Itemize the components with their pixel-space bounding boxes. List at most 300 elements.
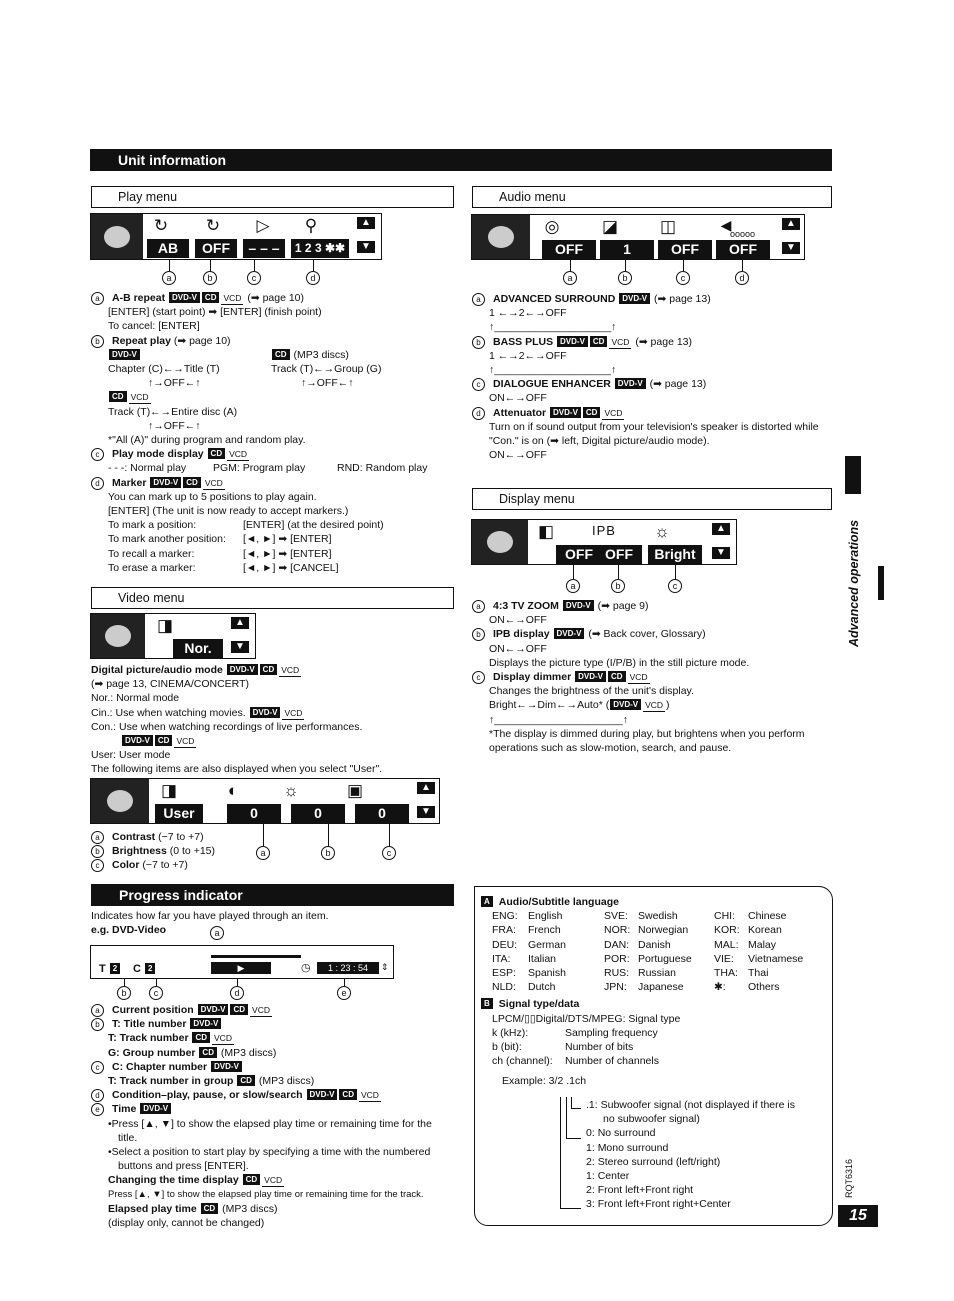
text-line: ↑____________________↑: [489, 364, 617, 377]
language-name: Dutch: [528, 981, 556, 994]
text-line: 1: Center: [586, 1170, 630, 1183]
disc-type-badge: VCD: [645, 700, 664, 711]
progress-text: [91, 1003, 456, 1230]
language-name: Korean: [748, 924, 782, 937]
disc-icon: [91, 614, 145, 658]
text-line: Bright←→Dim←→Auto* ( DVD-V VCD ): [489, 699, 670, 712]
text-line: ↑→OFF←↑: [148, 419, 201, 432]
text-line: Track (T)←→Entire disc (A): [108, 405, 238, 418]
language-name: English: [528, 910, 563, 923]
text-line: a Contrast (−7 to +7): [91, 830, 291, 844]
text-line: Con.: Use when watching recordings of live performances.: [91, 720, 363, 733]
text-line: buttons and press [ENTER].: [118, 1160, 249, 1173]
osd-brightness: 0: [291, 804, 345, 823]
language-name: Chinese: [748, 910, 787, 923]
disc-type-badge: DVD-V: [563, 600, 594, 611]
language-name: Danish: [638, 938, 671, 951]
text-line: Changing the time display CD VCD: [108, 1174, 283, 1187]
text-line: 2: Stereo surround (left/right): [586, 1155, 721, 1168]
text-line: DVD-V CD (MP3 discs): [91, 348, 451, 362]
text-line: T: Track number in group CD (MP3 discs): [108, 1075, 315, 1088]
language-code: KOR:: [714, 924, 740, 937]
text-line: To cancel: [ENTER]: [108, 320, 200, 333]
dimmer-icon: ☼: [654, 522, 670, 541]
text-line: Example: 3/2 .1ch: [502, 1075, 587, 1088]
text-line: - - -: Normal play PGM: Program play RND: Random play: [108, 462, 428, 475]
callout-label: b: [472, 628, 485, 641]
bass-icon: ◪: [601, 217, 619, 236]
section-title: Play menu: [118, 190, 178, 204]
disc-type-badge: B: [481, 998, 493, 1009]
language-name: Portuguese: [638, 952, 692, 965]
color-icon: ▣: [346, 781, 364, 800]
callout-label: a: [91, 1004, 104, 1017]
text-line: [ENTER] (The unit is now ready to accept markers.): [108, 505, 349, 518]
disc-type-badge: DVD-V: [250, 707, 281, 718]
text-line: You can mark up to 5 positions to play again.: [108, 490, 317, 503]
language-code: NLD:: [492, 981, 516, 994]
play-menu-osd: [90, 213, 382, 260]
disc-type-badge: VCD: [176, 736, 195, 747]
text-line: Cin.: Use when watching movies. DVD-V VCD: [91, 706, 303, 719]
disc-icon: [472, 520, 528, 564]
arrow-up-icon: ▲: [231, 617, 249, 629]
language-list: [480, 895, 830, 1089]
disc-type-badge: DVD-V: [554, 628, 585, 639]
signal-breakdown: [586, 1098, 830, 1212]
callout-c: c: [676, 271, 690, 285]
language-name: Malay: [748, 938, 777, 951]
disc-type-badge: DVD-V: [575, 671, 606, 682]
language-code: DEU:: [492, 938, 518, 951]
text-line: c C: Chapter number DVD-V: [91, 1060, 456, 1074]
play-mode-icon: ▷: [256, 216, 270, 235]
text-line: c Display dimmer DVD-V CD VCD: [472, 670, 837, 684]
text-line: c Color (−7 to +7): [91, 858, 291, 872]
language-code: MAL:: [714, 938, 739, 951]
ipb-display-icon: IPB: [592, 523, 616, 538]
osd-repeat: OFF: [195, 239, 237, 258]
text-line: Chapter (C)←→Title (T) Track (T)←→Group (G): [108, 363, 382, 376]
language-name: Vietnamese: [748, 952, 804, 965]
language-name: German: [528, 938, 566, 951]
disc-type-badge: VCD: [229, 449, 248, 460]
text-line: *The display is dimmed during play, but brightens when you perform: [489, 727, 805, 740]
text-line: e.g. DVD-Video: [91, 924, 167, 937]
disc-type-badge: DVD-V: [550, 407, 581, 418]
display-menu-text: [472, 599, 837, 755]
disc-icon: [91, 214, 143, 259]
disc-type-badge: CD: [199, 1047, 217, 1058]
video-menu-header: [91, 587, 454, 609]
callout-a: a: [162, 271, 176, 285]
text-line: ch (channel): Number of channels: [492, 1055, 659, 1068]
arrow-down-icon: ▼: [231, 641, 249, 653]
callout-label: b: [91, 1018, 104, 1031]
chapter-indicator: C 2: [133, 962, 156, 976]
disc-type-badge: DVD-V: [122, 735, 153, 746]
disc-type-badge: CD: [202, 292, 220, 303]
display-menu-osd: [471, 519, 737, 565]
disc-type-badge: 2: [110, 963, 120, 974]
arrow-up-icon: ▲: [712, 523, 730, 535]
text-line: a Current position DVD-V CD VCD: [91, 1003, 456, 1017]
text-line: c Play mode display CD VCD: [91, 447, 451, 461]
callout-label: b: [472, 336, 485, 349]
disc-type-badge: VCD: [130, 392, 149, 403]
progress-intro: [91, 909, 451, 937]
text-line: 2: Front left+Front right: [586, 1184, 694, 1197]
callout-e: e: [337, 986, 351, 1000]
text-line: a A-B repeat DVD-V CD VCD (➡ page 10): [91, 291, 451, 305]
text-line: b Repeat play (➡ page 10): [91, 334, 451, 348]
disc-type-badge: DVD-V: [150, 477, 181, 488]
disc-type-badge: CD: [201, 1203, 219, 1214]
text-line: 0: No surround: [586, 1127, 656, 1140]
surround-icon: ◎: [544, 217, 560, 236]
text-line: G: Group number CD (MP3 discs): [108, 1046, 277, 1059]
section-title: Display menu: [499, 492, 575, 506]
callout-b: b: [203, 271, 217, 285]
osd-play-mode: – – –: [243, 239, 285, 258]
text-line: .1: Subwoofer signal (not displayed if there is: [586, 1099, 795, 1111]
callout-b: b: [618, 271, 632, 285]
text-line: To erase a marker: [◄, ►] ➡ [CANCEL]: [108, 561, 339, 574]
text-line: [ENTER] (start point) ➡ [ENTER] (finish point): [108, 306, 322, 319]
text-line: Changes the brightness of the unit's display.: [489, 685, 694, 698]
play-condition-icon: ▶: [211, 962, 271, 974]
progress-indicator-banner: [91, 884, 454, 906]
text-line: c DIALOGUE ENHANCER DVD-V (➡ page 13): [472, 377, 832, 391]
section-title: Audio menu: [499, 190, 566, 204]
osd-ab: AB: [147, 239, 189, 258]
text-line: [91, 390, 451, 404]
disc-type-badge: DVD-V: [610, 699, 641, 710]
callout-d: d: [735, 271, 749, 285]
repeat-icon: ↻: [205, 216, 221, 235]
text-line: b Brightness (0 to +15): [91, 844, 291, 858]
osd-ipb: OFF: [596, 545, 642, 564]
osd-dimmer: Bright: [648, 545, 702, 564]
language-name: Thai: [748, 967, 769, 980]
attenuator-icon: ◀: [720, 217, 732, 233]
display-menu-header: [472, 488, 832, 510]
section-title: Video menu: [118, 591, 185, 605]
ab-repeat-icon: ↻: [153, 216, 169, 235]
video-user-text: [91, 830, 291, 873]
callout-c: c: [668, 579, 682, 593]
attenuator-level: ooooo: [730, 229, 756, 239]
text-line: A Audio/Subtitle language: [480, 895, 830, 909]
language-name: Russian: [638, 967, 676, 980]
disc-type-badge: 2: [145, 963, 155, 974]
language-row: [492, 966, 818, 980]
disc-type-badge: DVD-V: [140, 1103, 171, 1114]
callout-label: c: [472, 671, 485, 684]
callout-b: b: [611, 579, 625, 593]
callout-d: d: [230, 986, 244, 1000]
callout-label: b: [91, 335, 104, 348]
audio-menu-osd: [471, 214, 805, 260]
disc-type-badge: VCD: [214, 1033, 232, 1044]
disc-type-badge: CD: [230, 1004, 248, 1015]
banner-title: Unit information: [118, 152, 227, 168]
arrow-down-icon: ▼: [357, 241, 375, 253]
disc-type-badge: VCD: [360, 1090, 379, 1101]
disc-type-badge: DVD-V: [169, 292, 200, 303]
disc-type-badge: A: [481, 896, 493, 907]
language-code: CHI:: [714, 910, 735, 923]
text-line: (➡ page 13, CINEMA/CONCERT): [91, 678, 249, 691]
section-tab-bar: [878, 566, 884, 600]
callout-label: d: [91, 1089, 104, 1102]
text-line: 3: Front left+Front right+Center: [586, 1198, 731, 1211]
language-code: ✱:: [714, 981, 726, 994]
text-line: title.: [118, 1131, 138, 1144]
disc-type-badge: DVD-V: [307, 1089, 338, 1100]
disc-type-badge: DVD-V: [227, 664, 258, 675]
text-line: a 4:3 TV ZOOM DVD-V (➡ page 9): [472, 599, 837, 613]
clock-icon: ◷: [301, 962, 311, 974]
text-line: d Condition–play, pause, or slow/search DVD-V CD VCD: [91, 1088, 456, 1102]
osd-marker: 1 2 3 ✱✱: [291, 239, 349, 258]
callout-label: c: [91, 448, 104, 461]
language-code: ITA:: [492, 952, 511, 965]
osd-bass: 1: [600, 240, 654, 259]
language-row: [492, 938, 818, 952]
text-line: d Attenuator DVD-V CD VCD: [472, 406, 832, 420]
text-line: LPCM/▯▯Digital/DTS/MPEG: Signal type: [492, 1012, 681, 1025]
language-row: [492, 923, 818, 937]
callout-a: a: [566, 579, 580, 593]
disc-type-badge: CD: [109, 391, 127, 402]
zoom-icon: ◧: [537, 522, 555, 541]
callout-label: c: [91, 1061, 104, 1074]
language-row: [492, 909, 818, 923]
text-line: To mark a position: [ENTER] (at the desired point): [108, 519, 384, 532]
time-display: 1 : 23 : 54: [317, 962, 379, 974]
text-line: no subwoofer signal): [603, 1113, 700, 1126]
disc-type-badge: VCD: [264, 1175, 283, 1186]
language-code: VIE:: [714, 952, 734, 965]
language-name: Italian: [528, 952, 557, 965]
callout-label: a: [91, 831, 104, 844]
language-code: ESP:: [492, 967, 516, 980]
audio-menu-text: [472, 292, 832, 462]
video-user-osd: [90, 778, 440, 824]
osd-contrast: 0: [227, 804, 281, 823]
text-line: Turn on if sound output from your television's speaker is distorted while: [489, 420, 819, 433]
text-line: 1: Mono surround: [586, 1141, 669, 1154]
language-name: Swedish: [638, 910, 678, 923]
text-line: b IPB display DVD-V (➡ Back cover, Glossary): [472, 627, 837, 641]
disc-type-badge: CD: [155, 735, 173, 746]
arrow-up-icon: ▲: [357, 217, 375, 229]
language-code: SVE:: [604, 910, 628, 923]
text-line: *"All (A)" during program and random play.: [108, 434, 306, 447]
language-name: French: [528, 924, 561, 937]
disc-type-badge: CD: [583, 407, 601, 418]
text-line: ON←→OFF: [489, 392, 547, 405]
disc-type-badge: CD: [590, 336, 608, 347]
text-line: b (bit): Number of bits: [492, 1041, 634, 1054]
side-section-label: Advanced operations: [847, 519, 861, 647]
title-indicator: T 2: [99, 962, 121, 976]
callout-label: a: [472, 293, 485, 306]
disc-type-badge: VCD: [204, 477, 223, 488]
contrast-icon: ◐: [227, 781, 239, 800]
text-line: To mark another position: [◄, ►] ➡ [ENTER]: [108, 533, 332, 546]
language-code: ENG:: [492, 910, 518, 923]
disc-type-badge: VCD: [252, 1005, 270, 1015]
arrow-down-icon: ▼: [712, 547, 730, 559]
callout-c: c: [382, 846, 396, 860]
text-line: b T: Title number DVD-V: [91, 1017, 456, 1031]
disc-type-badge: CD: [339, 1089, 357, 1100]
text-line: "Con." is on (➡ left, Digital picture/audio mode).: [489, 435, 710, 448]
brightness-icon: ☼: [283, 781, 299, 800]
disc-type-badge: DVD-V: [615, 378, 646, 389]
language-name: Norwegian: [638, 924, 689, 937]
disc-type-badge: VCD: [284, 707, 303, 718]
callout-b: b: [321, 846, 335, 860]
callout-a: a: [563, 271, 577, 285]
osd-zoom: OFF: [556, 545, 602, 564]
text-line: B Signal type/data: [480, 997, 830, 1011]
text-line: ↑→OFF←↑ ↑→OFF←↑: [148, 377, 354, 390]
language-code: JPN:: [604, 981, 627, 994]
progress-bar: [211, 955, 301, 958]
arrow-up-icon: ▲: [782, 218, 800, 230]
text-line: ON←→OFF: [489, 449, 547, 462]
disc-type-badge: DVD-V: [109, 349, 140, 360]
callout-label: c: [91, 859, 104, 872]
callout-label: d: [91, 477, 104, 490]
language-row: [492, 980, 818, 994]
audio-menu-header: [472, 186, 832, 208]
callout-label: e: [91, 1103, 104, 1116]
text-line: Indicates how far you have played through an item.: [91, 910, 329, 922]
disc-type-badge: VCD: [223, 293, 242, 303]
arrow-down-icon: ▼: [782, 242, 800, 254]
text-line: Nor.: Normal mode: [91, 692, 180, 705]
text-line: k (kHz): Sampling frequency: [492, 1026, 658, 1039]
language-name: Japanese: [638, 981, 684, 994]
text-line: ↑______________________↑: [489, 713, 628, 726]
picture-mode-icon: ◨: [160, 781, 178, 800]
text-line: Digital picture/audio mode DVD-V CD VCD: [91, 664, 300, 676]
text-line: •Select a position to start play by specifying a time with the numbered: [108, 1146, 431, 1159]
callout-label: d: [472, 407, 485, 420]
osd-picture-mode: Nor.: [173, 639, 223, 658]
disc-type-badge: VCD: [604, 407, 623, 418]
text-line: d Marker DVD-V CD VCD: [91, 476, 451, 490]
disc-type-badge: DVD-V: [619, 293, 650, 304]
disc-icon: [91, 779, 149, 823]
disc-type-badge: VCD: [629, 672, 648, 683]
text-line: b BASS PLUS DVD-V CD VCD (➡ page 13): [472, 335, 832, 349]
callout-label: c: [472, 378, 485, 391]
osd-user: User: [155, 804, 203, 823]
disc-type-badge: CD: [260, 664, 278, 675]
disc-type-badge: CD: [243, 1174, 261, 1185]
speaker-icon: [472, 215, 530, 259]
text-line: (display only, cannot be changed): [108, 1217, 265, 1230]
text-line: T: Track number CD VCD: [108, 1032, 232, 1045]
text-line: •Press [▲, ▼] to show the elapsed play time or remaining time for the: [108, 1117, 432, 1130]
text-line: Displays the picture type (I/P/B) in the still picture mode.: [489, 656, 750, 669]
disc-type-badge: VCD: [281, 665, 300, 675]
text-line: To recall a marker: [◄, ►] ➡ [ENTER]: [108, 547, 332, 560]
language-code: RUS:: [604, 967, 630, 980]
callout-c: c: [247, 271, 261, 285]
osd-color: 0: [355, 804, 409, 823]
disc-type-badge: CD: [208, 448, 226, 459]
disc-type-badge: DVD-V: [211, 1061, 242, 1072]
marker-icon: ⚲: [304, 216, 318, 235]
language-code: FRA:: [492, 924, 516, 937]
text-line: ↑____________________↑: [489, 321, 617, 334]
disc-type-badge: CD: [183, 477, 201, 488]
text-line: Press [▲, ▼] to show the elapsed play time or remaining time for the track.: [108, 1188, 424, 1200]
callout-label: a: [472, 600, 485, 613]
language-row: [492, 952, 818, 966]
disc-type-badge: CD: [608, 671, 626, 682]
callout-label: b: [91, 845, 104, 858]
osd-dialogue: OFF: [658, 240, 712, 259]
section-tab-marker: [845, 456, 861, 494]
callout-a: a: [210, 926, 224, 940]
text-line: e Time DVD-V: [91, 1102, 456, 1116]
callout-d: d: [306, 271, 320, 285]
video-menu-osd: [90, 613, 256, 659]
page-number: 15: [838, 1205, 878, 1227]
callout-c: c: [149, 986, 163, 1000]
dialogue-icon: ◫: [659, 217, 677, 236]
language-name: Others: [748, 981, 780, 994]
osd-attenuator: OFF: [716, 240, 770, 259]
video-menu-text: [91, 663, 451, 777]
callout-label: a: [91, 292, 104, 305]
osd-surround: OFF: [542, 240, 596, 259]
play-menu-text: [91, 291, 451, 575]
disc-type-badge: DVD-V: [198, 1004, 229, 1015]
play-menu-header: [91, 186, 454, 208]
language-code: NOR:: [604, 924, 631, 937]
text-line: 1 ←→2←→OFF: [489, 349, 567, 362]
text-line: operations such as slow-motion, search, and pause.: [489, 742, 732, 755]
disc-type-badge: DVD-V: [190, 1018, 221, 1029]
unit-information-banner: [90, 149, 832, 171]
text-line: ON←→OFF: [489, 642, 547, 655]
arrow-up-icon: ▲: [417, 782, 435, 794]
disc-type-badge: DVD-V: [557, 336, 588, 347]
language-name: Spanish: [528, 967, 566, 980]
up-down-icon: ⇕: [381, 962, 389, 972]
banner-title: Progress indicator: [119, 887, 243, 903]
picture-mode-icon: ◨: [156, 616, 174, 635]
progress-osd: [90, 945, 394, 979]
disc-type-badge: VCD: [611, 336, 630, 347]
text-line: a ADVANCED SURROUND DVD-V (➡ page 13): [472, 292, 832, 306]
disc-type-badge: CD: [192, 1032, 210, 1043]
language-code: THA:: [714, 967, 738, 980]
language-code: POR:: [604, 952, 630, 965]
text-line: 1 ←→2←→OFF: [489, 307, 567, 320]
text-line: [91, 734, 451, 748]
text-line: The following items are also displayed when you select "User".: [91, 763, 383, 776]
callout-b: b: [117, 986, 131, 1000]
